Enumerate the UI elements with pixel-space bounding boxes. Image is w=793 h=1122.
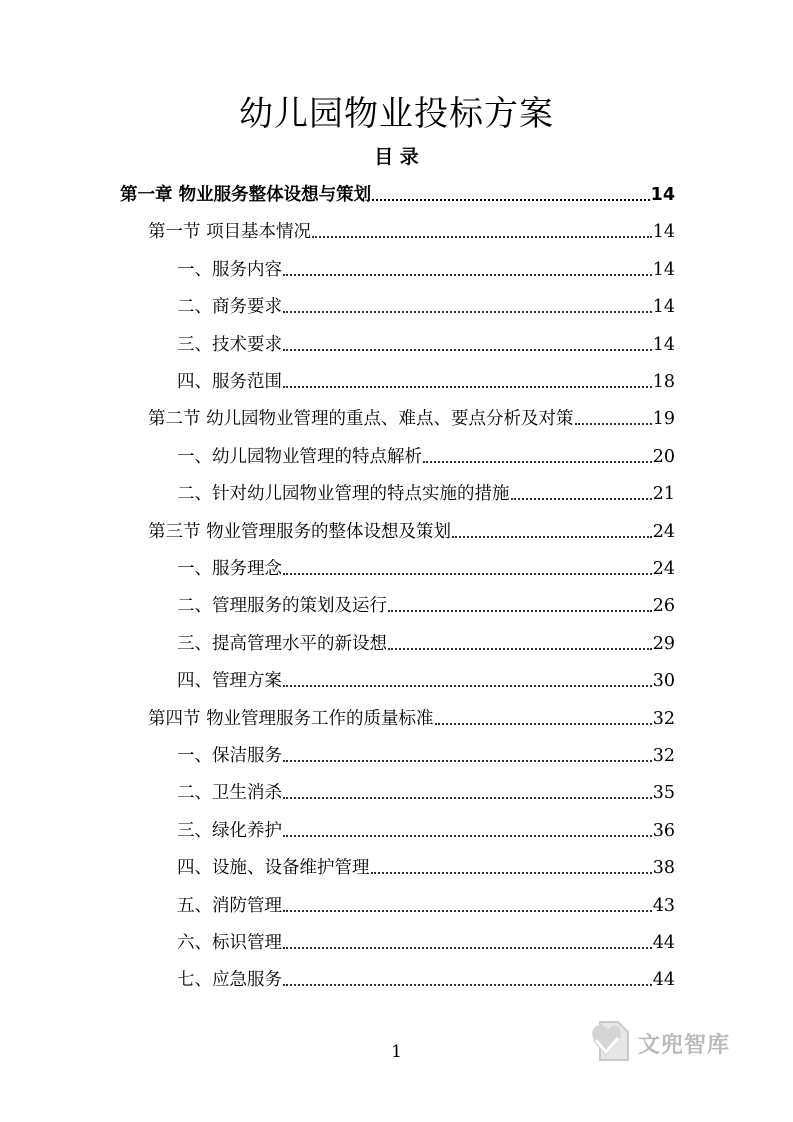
toc-entry[interactable] <box>177 965 675 993</box>
toc-entry-label: 一、服务理念 <box>177 559 282 579</box>
toc-entry[interactable] <box>177 741 675 769</box>
toc-entry[interactable] <box>120 180 675 208</box>
toc-entry-page: 36 <box>652 820 675 841</box>
toc-entry-page: 14 <box>652 222 675 243</box>
toc-entry-page: 26 <box>652 596 675 617</box>
toc-entry-label: 三、技术要求 <box>177 334 282 355</box>
toc-entry-label: 第四节 物业管理服务工作的质量标准 <box>148 708 434 729</box>
toc-entry[interactable] <box>177 629 675 657</box>
toc-entry-page: 19 <box>652 409 675 430</box>
toc-entry-label: 六、标识管理 <box>177 933 282 953</box>
toc-leader-dots <box>283 274 652 276</box>
toc-entry[interactable] <box>177 330 675 358</box>
toc-leader-dots <box>283 311 652 313</box>
toc-entry[interactable] <box>148 517 675 545</box>
watermark-text: 文兜智库 <box>638 1032 731 1058</box>
toc-entry-page: 38 <box>652 858 675 879</box>
toc-entry-label: 四、服务范围 <box>177 372 282 392</box>
toc-leader-dots <box>283 685 652 687</box>
toc-entry-label: 五、消防管理 <box>177 895 282 916</box>
toc-entry-label: 二、卫生消杀 <box>177 783 282 804</box>
toc-entry-label: 三、提高管理水平的新设想 <box>177 633 387 654</box>
toc-entry-label: 三、绿化养护 <box>177 820 282 841</box>
toc-entry[interactable] <box>177 816 675 844</box>
toc-entry[interactable] <box>177 292 675 320</box>
toc-leader-dots <box>423 461 652 463</box>
toc-entry[interactable] <box>148 404 675 432</box>
toc-entry-page: 21 <box>652 484 675 505</box>
toc-leader-dots <box>575 423 652 425</box>
toc-entry-label: 二、商务要求 <box>177 297 282 318</box>
toc-entry-page: 18 <box>652 372 675 392</box>
toc-entry[interactable] <box>177 853 675 881</box>
toc-entry-label: 第二节 幼儿园物业管理的重点、难点、要点分析及对策 <box>148 409 574 430</box>
toc-leader-dots <box>283 797 652 799</box>
toc-entry[interactable] <box>148 704 675 732</box>
page-number: 1 <box>391 1042 402 1062</box>
toc-entry-page: 29 <box>652 633 675 654</box>
toc-leader-dots <box>283 386 652 388</box>
toc-entry-page: 32 <box>652 746 675 766</box>
toc-entry-page: 14 <box>652 334 675 355</box>
toc-entry-label: 一、幼儿园物业管理的特点解析 <box>177 446 422 467</box>
toc-entry[interactable] <box>177 666 675 694</box>
toc-leader-dots <box>511 498 652 500</box>
toc-leader-dots <box>372 199 650 201</box>
toc-entry-label: 七、应急服务 <box>177 970 282 991</box>
toc-leader-dots <box>435 723 652 725</box>
toc-entry[interactable] <box>148 217 675 245</box>
toc-entry-page: 14 <box>652 297 675 318</box>
toc-entry-label: 二、针对幼儿园物业管理的特点实施的措施 <box>177 484 510 505</box>
toc-entry-label: 第一节 项目基本情况 <box>148 222 312 243</box>
toc-entry-label: 第三节 物业管理服务的整体设想及策划 <box>148 521 452 542</box>
toc-entry-page: 43 <box>652 895 675 916</box>
watermark <box>586 1012 761 1074</box>
toc-leader-dots <box>283 835 652 837</box>
toc-entry-page: 14 <box>650 185 675 205</box>
toc-leader-dots <box>371 872 652 874</box>
doc-logo-icon <box>586 1016 632 1070</box>
toc-entry-label: 一、保洁服务 <box>177 746 282 766</box>
toc-entry[interactable] <box>177 591 675 619</box>
toc-entry[interactable] <box>177 255 675 283</box>
toc-entry-label: 四、管理方案 <box>177 671 282 692</box>
toc-leader-dots <box>283 573 652 575</box>
toc-entry[interactable] <box>177 479 675 507</box>
toc-leader-dots <box>283 760 652 762</box>
toc-leader-dots <box>283 947 652 949</box>
toc-leader-dots <box>452 536 652 538</box>
toc-leader-dots <box>388 610 652 612</box>
toc-entry-label: 一、服务内容 <box>177 259 282 280</box>
toc-leader-dots <box>283 349 652 351</box>
toc-entry-label: 四、设施、设备维护管理 <box>177 858 370 879</box>
toc-entry-page: 14 <box>652 259 675 280</box>
toc-entry-page: 20 <box>652 446 675 467</box>
toc-entry[interactable] <box>177 891 675 919</box>
toc-entry-page: 35 <box>652 783 675 804</box>
toc-entry-page: 24 <box>652 559 675 579</box>
toc-leader-dots <box>283 984 652 986</box>
toc-entry-page: 44 <box>652 970 675 991</box>
toc-leader-dots <box>283 910 652 912</box>
toc-entry-label: 第一章 物业服务整体设想与策划 <box>120 185 372 205</box>
toc-entry-page: 24 <box>652 521 675 542</box>
toc-entry-page: 30 <box>652 671 675 692</box>
toc-entry[interactable] <box>177 778 675 806</box>
toc-entry[interactable] <box>177 928 675 956</box>
toc-entry-page: 32 <box>652 708 675 729</box>
toc-entry-page: 44 <box>652 933 675 953</box>
toc-entry[interactable] <box>177 554 675 582</box>
toc-entry[interactable] <box>177 442 675 470</box>
toc-leader-dots <box>388 648 652 650</box>
toc-entry[interactable] <box>177 367 675 395</box>
toc-leader-dots <box>312 236 652 238</box>
toc-entry-label: 二、管理服务的策划及运行 <box>177 596 387 617</box>
document-title: 幼儿园物业投标方案 <box>239 94 554 134</box>
toc-heading: 目 录 <box>374 146 419 168</box>
